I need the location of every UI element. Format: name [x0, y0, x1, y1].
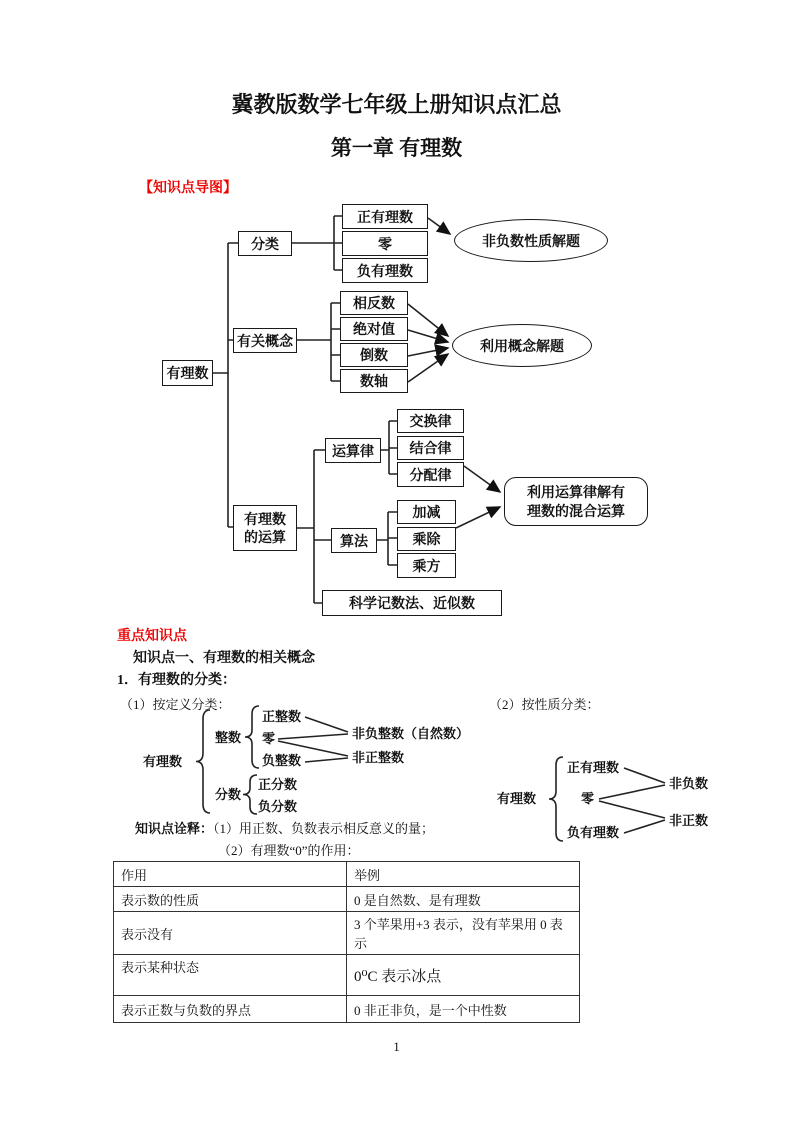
mindmap-reciprocal-node: 倒数	[340, 343, 408, 367]
prop-chart-nonnegative: 非负数	[669, 776, 709, 791]
cell-example: 0 非正非负，是一个中性数	[347, 996, 580, 1023]
document-title: 冀教版数学七年级上册知识点汇总	[231, 92, 562, 117]
mindmap-associative-node: 结合律	[397, 436, 464, 460]
mindmap-opposite-node: 相反数	[340, 291, 408, 315]
notes-label: 知识点诠释：	[135, 821, 214, 836]
mindmap-heading: 【知识点导图】	[139, 181, 237, 196]
mindmap-classify-node: 分类	[238, 231, 292, 256]
mindmap-add-subtract-node: 加减	[397, 500, 456, 524]
operations-node-line2: 的运算	[244, 529, 286, 545]
operations-result-line2: 理数的混合运算	[527, 502, 625, 519]
table-row	[114, 955, 580, 996]
mindmap-methods-node: 算法	[331, 528, 377, 553]
notes-line2: （2）有理数“0”的作用：	[218, 843, 360, 858]
header-cell-usage: 作用	[114, 862, 347, 887]
prop-chart-zero: 零	[581, 791, 595, 806]
mindmap-nonnegative-result-ellipse: 非负数性质解题	[454, 219, 608, 262]
mindmap-multiply-divide-node: 乘除	[397, 527, 456, 551]
prop-chart-nonpositive: 非正数	[669, 813, 709, 828]
notes-text1: （1）用正数、负数表示相反意义的量；	[213, 821, 435, 836]
subsection-heading: 1．有理数的分类：	[117, 673, 236, 688]
cell-example: 0 是自然数、是有理数	[347, 887, 580, 912]
prop-chart-negative-rational: 负有理数	[567, 825, 620, 840]
mindmap-power-node: 乘方	[397, 553, 456, 578]
def-chart-positive-fractions: 正分数	[258, 777, 298, 792]
mindmap-laws-node: 运算律	[325, 438, 381, 463]
mindmap-commutative-node: 交换律	[397, 409, 464, 433]
notes-line1	[135, 820, 434, 838]
def-chart-zero: 零	[262, 731, 276, 746]
by-definition-label: （1）按定义分类：	[120, 697, 231, 712]
mindmap-root-node: 有理数	[162, 360, 213, 386]
cell-example: 0⁰C 表示冰点	[347, 955, 580, 996]
mindmap-positive-rational-node: 正有理数	[342, 204, 428, 229]
table-header-row	[114, 862, 580, 887]
def-chart-fractions: 分数	[215, 787, 242, 802]
cell-usage: 表示某种状态	[114, 955, 347, 996]
page-number: 1	[393, 1039, 400, 1054]
table-row	[114, 887, 580, 912]
cell-usage: 表示正数与负数的界点	[114, 996, 347, 1023]
mindmap-negative-rational-node: 负有理数	[342, 258, 428, 283]
prop-chart-root: 有理数	[497, 791, 537, 806]
cell-usage: 表示没有	[114, 912, 347, 955]
table-row	[114, 912, 580, 955]
mindmap-concepts-result-ellipse: 利用概念解题	[452, 324, 592, 367]
cell-usage: 表示数的性质	[114, 887, 347, 912]
prop-chart-positive-rational: 正有理数	[567, 760, 620, 775]
def-chart-positive-integers: 正整数	[262, 709, 302, 724]
cell-example: 3 个苹果用+3 表示，没有苹果用 0 表示	[347, 912, 580, 955]
mindmap-operations-node	[233, 505, 297, 551]
mindmap-concepts-node: 有关概念	[233, 328, 297, 353]
chapter-title: 第一章 有理数	[330, 136, 463, 160]
def-chart-negative-integers: 负整数	[262, 753, 302, 768]
mindmap-operations-result-box	[504, 477, 648, 526]
def-chart-integers: 整数	[215, 730, 242, 745]
mindmap-absolute-value-node: 绝对值	[340, 317, 408, 341]
operations-result-line1: 利用运算律解有	[527, 483, 625, 500]
mindmap-distributive-node: 分配律	[397, 462, 464, 487]
operations-node-line1: 有理数	[244, 510, 286, 527]
mindmap-number-line-node: 数轴	[340, 369, 408, 393]
by-property-label: （2）按性质分类：	[489, 697, 600, 712]
table-row	[114, 996, 580, 1023]
mindmap-scientific-notation-node: 科学记数法、近似数	[322, 590, 502, 616]
def-chart-nonnegative-integers: 非负整数（自然数）	[352, 726, 470, 741]
header-cell-example: 举例	[347, 862, 580, 887]
key-points-heading: 重点知识点	[117, 629, 187, 644]
zero-usage-table	[113, 861, 580, 1023]
point-one-heading: 知识点一、有理数的相关概念	[133, 651, 315, 666]
def-chart-negative-fractions: 负分数	[258, 799, 298, 814]
def-chart-nonpositive-integers: 非正整数	[352, 750, 405, 765]
mindmap-zero-node: 零	[342, 231, 428, 256]
def-chart-root: 有理数	[143, 754, 183, 769]
